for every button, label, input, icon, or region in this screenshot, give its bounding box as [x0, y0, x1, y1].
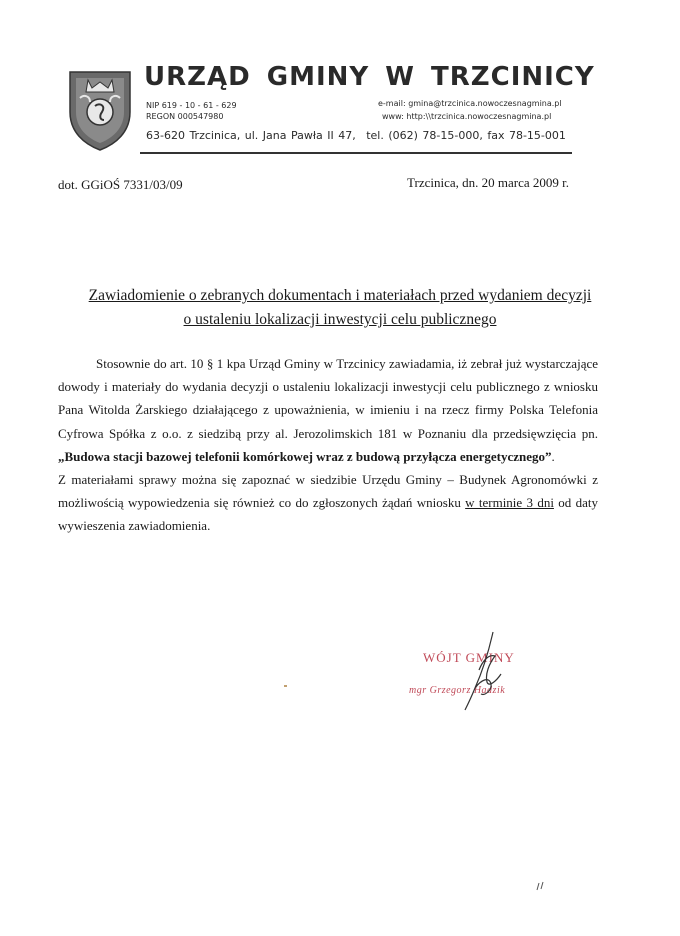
place-and-date: Trzcinica, dn. 20 marca 2009 r. [407, 175, 569, 190]
nip-number: NIP 619 - 10 - 61 - 629 [146, 101, 237, 110]
email-address: e-mail: gmina@trzcinica.nowoczesnagmina.pl [378, 99, 562, 108]
office-title: URZĄD GMINY W TRZCINICY [144, 62, 595, 92]
municipal-crest-icon [62, 68, 138, 152]
signature-title: WÓJT GMINY [423, 650, 515, 665]
handwritten-signature-icon [405, 630, 565, 720]
paragraph-1 [58, 352, 598, 468]
paragraph-2 [58, 468, 598, 538]
heading-line-2: o ustaleniu lokalizacji inwestycji celu publicznego [183, 311, 497, 328]
project-name: „Budowa stacji bazowej telefonii komórkowej wraz z budową przyłącza energetycznego” [58, 448, 552, 464]
phone-fax: tel. (062) 78-15-000, fax 78-15-001 [366, 129, 566, 142]
notice-heading [40, 284, 640, 332]
address-line [146, 129, 566, 142]
postal-address: 63-620 Trzcinica, ul. Jana Pawła II 47, [146, 129, 356, 142]
paragraph-1-end: . [551, 448, 555, 464]
heading-line-1: Zawiadomienie o zebranych dokumentach i materiałach przed wydaniem decyzji [88, 287, 592, 304]
signature-block [405, 630, 565, 720]
paragraph-1-text: Stosownie do art. 10 § 1 kpa Urząd Gminy w Trzcinicy zawiadamia, iż zebrał już wystarczające dowody i materiały do wydania decyzji o ustaleniu lokalizacji inwestycji celu publicznego z wniosku Pana Witolda Żarskiego działającego z upoważnienia, w imieniu i na rzecz firmy Polska Telefonia Cyfrowa Spółka z o.o. z siedzibą przy al. Jerozolimskich 181 w Poznaniu dla przedsięwzięcia pn. [58, 356, 598, 441]
website-address: www: http:\\trzcinica.nowoczesnagmina.pl [382, 112, 552, 121]
deadline: w terminie 3 dni [465, 495, 554, 511]
reference-number: dot. GGiOŚ 7331/03/09 [58, 177, 183, 192]
paragraph-2-end: od daty wywieszenia zawiadomienia. [58, 495, 598, 534]
paragraph-2-text: Z materiałami sprawy można się zapoznać w siedzibie Urzędu Gminy – Budynek Agronomówki z możliwością wypowiedzenia się również co do zgłoszonych żądań wniosku [58, 472, 598, 511]
letterhead [60, 62, 595, 156]
letterhead-rule [140, 152, 572, 154]
pencil-mark-icon [535, 880, 547, 892]
notice-body [58, 352, 598, 538]
paper-speck [284, 685, 287, 687]
signature-name: mgr Grzegorz Hadzik [409, 685, 506, 696]
regon-number: REGON 000547980 [146, 112, 224, 121]
